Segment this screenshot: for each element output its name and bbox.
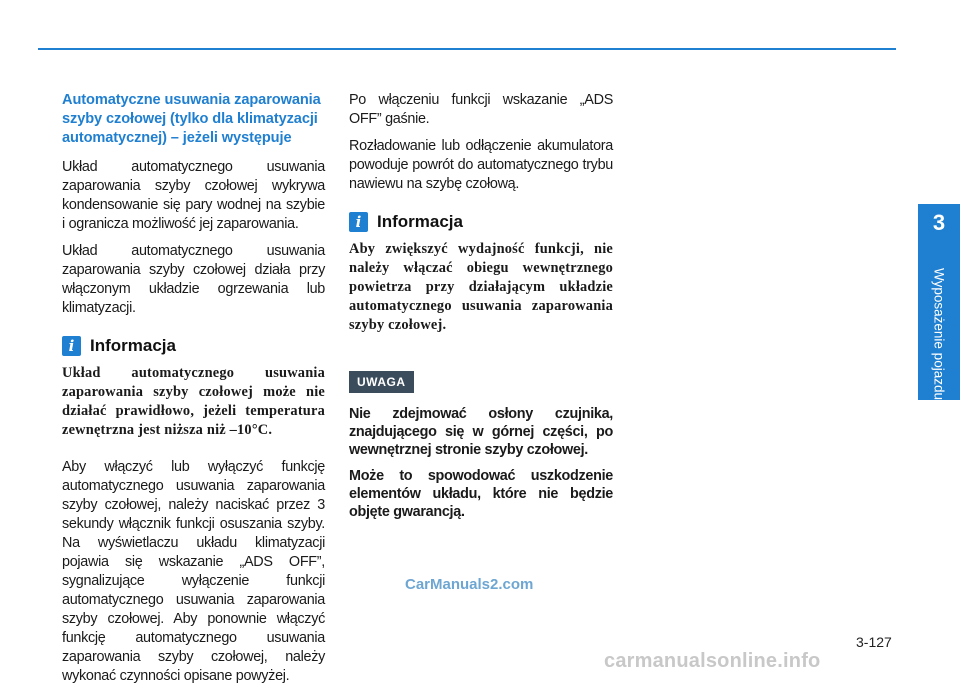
info-header (349, 212, 613, 232)
watermark-link[interactable]: CarManuals2.com (405, 576, 534, 593)
info-icon: i (62, 336, 81, 356)
paragraph: Aby włączyć lub wyłączyć funkcję automatycznego usuwania zaparowania szyby czołowej, należy naciskać przez 3 sekundy włącznik funkcji osuszania szyby. Na wyświetlaczu układu klimatyzacji pojawia się wskazanie „ADS OFF”, sygnalizujące wyłączenie funkcji automatycznego usuwania zaparowania szyby czołowej. Aby ponownie włączyć funkcję automatycznego usuwania zaparowania szyby czołowej, należy wykonać czynności opisane powyżej. (62, 459, 325, 684)
warning-text: Nie zdejmować osłony czujnika, znajdującego się w górnej części, po wewnętrznej stronie szyby czołowej. (349, 406, 613, 458)
info-icon: i (349, 212, 368, 232)
info-title: Informacja (90, 336, 176, 355)
section-tab (918, 204, 960, 400)
top-rule (38, 48, 896, 50)
info-body: Aby zwiększyć wydajność funkcji, nie należy włączać obiegu wewnętrznego powietrza przy działającym układzie automatycznego usuwania zaparowania szyby czołowej. (349, 241, 613, 333)
left-column (62, 91, 325, 694)
paragraph: Rozładowanie lub odłączenie akumulatora powoduje powrót do automatycznego trybu nawiewu na szybę czołową. (349, 138, 613, 192)
paragraph: Układ automatycznego usuwania zaparowania szyby czołowej działa przy włączonym układzie ogrzewania lub klimatyzacji. (62, 243, 325, 316)
info-header (62, 336, 325, 356)
section-heading: Automatyczne usuwania zaparowania szyby czołowej (tylko dla klimatyzacji automatycznej) – jeżeli występuje (62, 92, 321, 146)
section-number: 3 (932, 210, 946, 235)
paragraph: Po włączeniu funkcji wskazanie „ADS OFF” gaśnie. (349, 92, 613, 127)
footer-watermark: carmanualsonline.info (604, 650, 821, 672)
warning-badge: UWAGA (349, 371, 414, 393)
page-number: 3-127 (856, 634, 892, 650)
info-title: Informacja (377, 212, 463, 231)
info-body: Układ automatycznego usuwania zaparowania szyby czołowej może nie działać prawidłowo, jeżeli temperatura zewnętrzna jest niższa niż –10°C. (62, 365, 325, 438)
warning-text: Może to spowodować uszkodzenie elementów układu, które nie będzie objęte gwarancją. (349, 468, 613, 520)
section-label: Wyposażenie pojazdu (931, 268, 947, 400)
paragraph: Układ automatycznego usuwania zaparowania szyby czołowej wykrywa kondensowanie się pary wodnej na szybie i ogranicza możliwość jej zaparowania. (62, 159, 325, 232)
right-column (349, 91, 613, 529)
